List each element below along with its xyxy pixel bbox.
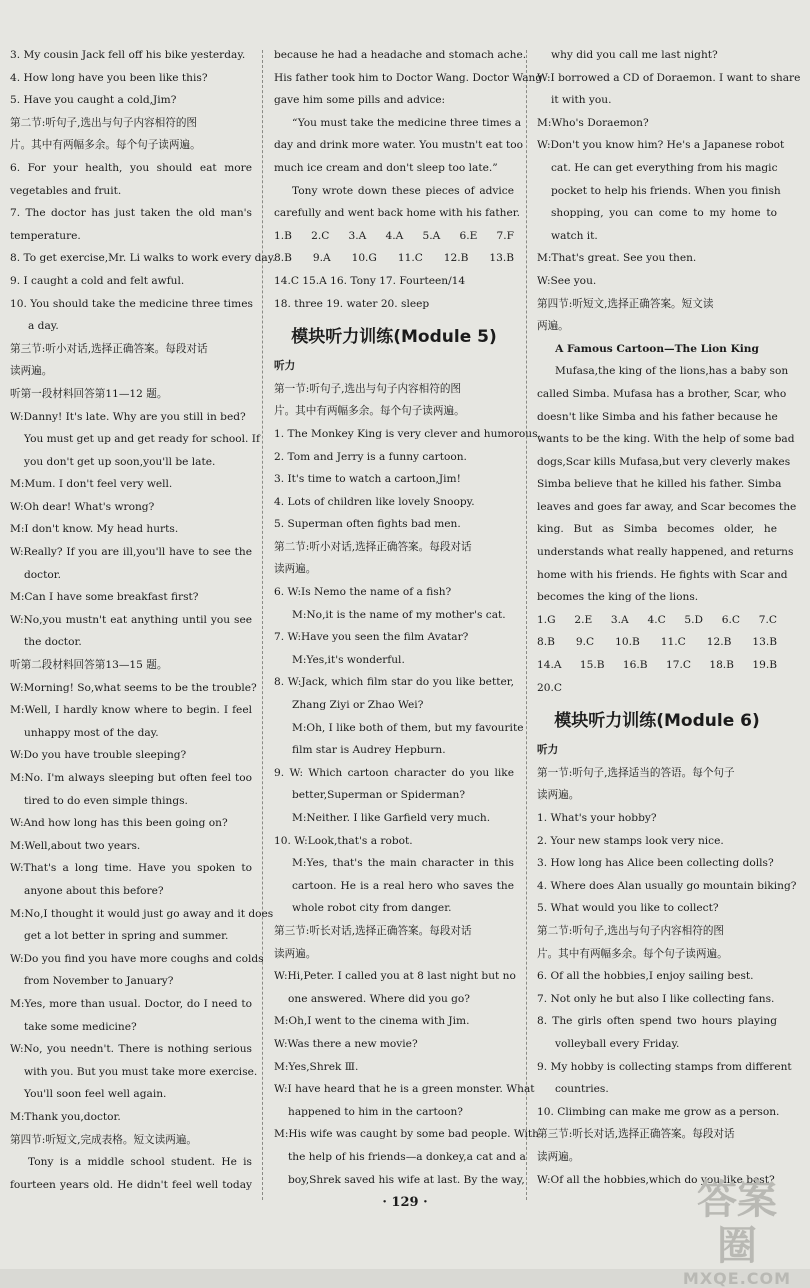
text-line: understands what really happened, and returns <box>537 546 794 559</box>
text-line: the help of his friends—a donkey,a cat and a <box>288 1150 526 1163</box>
text-line: 片。其中有两幅多余。每个句子读两遍。 <box>10 139 201 152</box>
text-line: whole robot city from danger. <box>292 902 452 915</box>
text-line: 2. Your new stamps look very nice. <box>537 834 724 847</box>
text-line: M:That's great. See you then. <box>537 252 697 265</box>
text-line: 14.A 15.B 16.B 17.C 18.B 19.B <box>537 659 777 672</box>
text-line: anyone about this before? <box>24 884 164 897</box>
text-line: take some medicine? <box>24 1020 137 1033</box>
text-line: 听力 <box>274 360 296 373</box>
text-line: watch it. <box>551 229 598 242</box>
text-line: M:Thank you,doctor. <box>10 1110 121 1123</box>
text-line: 读两遍。 <box>537 789 580 802</box>
text-line: W:I have heard that he is a green monster. What <box>274 1083 535 1096</box>
text-line: M:No,it is the name of my mother's cat. <box>292 608 506 621</box>
left-column <box>10 44 276 1196</box>
text-line: film star is Audrey Hepburn. <box>292 744 446 757</box>
text-line: M:Well, I hardly know where to begin. I feel <box>10 704 252 717</box>
text-line: vegetables and fruit. <box>10 184 122 197</box>
text-line: 片。其中有两幅多余。每个句子读两遍。 <box>274 405 465 418</box>
text-line: 8. To get exercise,Mr. Li walks to work every day. <box>10 252 276 265</box>
text-line: A Famous Cartoon—The Lion King <box>555 342 759 355</box>
text-line: 8.B 9.A 10.G 11.C 12.B 13.B <box>274 252 514 265</box>
text-line: 8.B 9.C 10.B 11.C 12.B 13.B <box>537 636 777 649</box>
text-line: 第二节:听句子,选出与句子内容相符的图 <box>537 924 725 937</box>
text-line: shopping, you can come to my home to <box>551 207 777 220</box>
middle-column <box>274 44 543 1191</box>
text-line: W:I borrowed a CD of Doraemon. I want to share <box>537 71 801 84</box>
text-line: a day. <box>28 320 59 333</box>
text-line: better,Superman or Spiderman? <box>292 789 466 802</box>
text-line: 6. For your health, you should eat more <box>10 161 252 174</box>
text-line: 4. How long have you been like this? <box>10 71 208 84</box>
text-line: 3. My cousin Jack fell off his bike yesterday. <box>10 49 246 61</box>
text-line: 读两遍。 <box>10 365 53 378</box>
text-line: 1. What's your hobby? <box>537 812 657 824</box>
text-line: W:No, you needn't. There is nothing serious <box>10 1043 252 1056</box>
text-line: M:No,I thought it would just go away and it does <box>10 907 274 920</box>
text-line: M:Yes, that's the main character in this <box>292 857 514 870</box>
text-line: 3. How long has Alice been collecting dolls? <box>537 857 774 870</box>
text-line: king. But as Simba becomes older, he <box>537 523 777 536</box>
text-line: W:See you. <box>537 274 597 287</box>
text-line: 4. Lots of children like lovely Snoopy. <box>274 495 475 508</box>
text-line: W:Hi,Peter. I called you at 8 last night but no <box>274 970 516 983</box>
text-line: get a lot better in spring and summer. <box>24 930 229 943</box>
text-line: 5. Superman often fights bad men. <box>274 518 461 531</box>
text-line: 第二节:听句子,选出与句子内容相符的图 <box>10 116 198 129</box>
text-line: Tony is a middle school student. He is <box>28 1156 252 1169</box>
text-line: doesn't like Simba and his father because he <box>537 410 778 423</box>
text-line: 8. The girls often spend two hours playing <box>537 1015 777 1028</box>
text-line: you don't get up soon,you'll be late. <box>24 455 216 468</box>
text-line: home with his friends. He fights with Scar and <box>537 568 788 581</box>
text-line: 1. The Monkey King is very clever and humorous. <box>274 427 541 440</box>
text-line: 读两遍。 <box>274 563 317 576</box>
text-line: 片。其中有两幅多余。每个句子读两遍。 <box>537 947 728 960</box>
text-line: carefully and went back home with his father. <box>274 207 520 220</box>
text-line: M:Who's Doraemon? <box>537 116 649 129</box>
text-line: day and drink more water. You mustn't eat too <box>274 139 524 152</box>
text-line: 第一节:听句子,选出与句子内容相符的图 <box>274 382 462 395</box>
text-line: 9. I caught a cold and felt awful. <box>10 274 185 287</box>
text-line: M:Well,about two years. <box>10 839 141 852</box>
text-line: 第三节:听长对话,选择正确答案。每段对话 <box>537 1128 735 1141</box>
text-line: M:I don't know. My head hurts. <box>10 523 179 536</box>
text-line: doctor. <box>24 568 61 581</box>
text-line: W:Don't you know him? He's a Japanese robot <box>537 139 785 152</box>
text-line: W:Of all the hobbies,which do you like best? <box>537 1173 775 1186</box>
text-line: temperature. <box>10 229 81 242</box>
text-line: 10. You should take the medicine three times <box>10 297 253 310</box>
text-line: 第三节:听小对话,选择正确答案。每段对话 <box>10 342 208 355</box>
text-line: 读两遍。 <box>537 1150 580 1163</box>
text-line: 第二节:听小对话,选择正确答案。每段对话 <box>274 540 472 553</box>
text-line: gave him some pills and advice: <box>274 94 446 107</box>
text-line: M:Yes,it's wonderful. <box>292 653 405 666</box>
text-line: M:Neither. I like Garfield very much. <box>292 812 491 824</box>
text-line: W:Oh dear! What's wrong? <box>10 500 155 513</box>
text-line: tired to do even simple things. <box>24 794 188 807</box>
text-line: unhappy most of the day. <box>24 726 159 739</box>
module-heading: 模块听力训练(Module 5) <box>291 327 497 348</box>
text-line: 18. three 19. water 20. sleep <box>274 297 430 310</box>
text-line: M:Mum. I don't feel very well. <box>10 478 173 491</box>
text-line: W:Danny! It's late. Why are you still in bed? <box>10 410 246 423</box>
text-line: Mufasa,the king of the lions,has a baby son <box>555 365 789 378</box>
text-line: 10. Climbing can make me grow as a person. <box>537 1105 780 1118</box>
text-line: Tony wrote down these pieces of advice <box>292 184 514 197</box>
text-line: with you. But you must take more exercise. <box>24 1065 258 1078</box>
text-line: 1.G 2.E 3.A 4.C 5.D 6.C 7.C <box>537 613 777 626</box>
text-line: 9. W: Which cartoon character do you like <box>274 766 514 779</box>
text-line: 4. Where does Alan usually go mountain biking? <box>537 879 797 892</box>
text-line: W:Do you find you have more coughs and colds <box>10 952 264 965</box>
text-line: it with you. <box>551 94 612 107</box>
text-line: happened to him in the cartoon? <box>288 1105 463 1118</box>
text-line: Simba believe that he killed his father. Simba <box>537 478 782 491</box>
text-line: W:Really? If you are ill,you'll have to see the <box>10 546 252 559</box>
text-line: 20.C <box>537 681 562 694</box>
text-line: W:No,you mustn't eat anything until you see <box>10 613 252 626</box>
text-line: 7. Not only he but also I like collecting fans. <box>537 992 775 1005</box>
text-line: called Simba. Mufasa has a brother, Scar, who <box>537 387 787 400</box>
text-line: much ice cream and don't sleep too late.” <box>274 161 498 174</box>
text-line: leaves and goes far away, and Scar becomes the <box>537 500 797 513</box>
text-line: M:Oh,I went to the cinema with Jim. <box>274 1015 470 1028</box>
text-line: countries. <box>555 1083 609 1096</box>
column-divider-2 <box>526 50 527 1200</box>
text-line: 6. W:Is Nemo the name of a fish? <box>274 586 452 599</box>
text-line: His father took him to Doctor Wang. Doctor Wang <box>274 71 543 84</box>
text-line: M:No. I'm always sleeping but often feel too <box>10 772 252 784</box>
text-line: 9. My hobby is collecting stamps from different <box>537 1060 792 1073</box>
text-line: W:That's a long time. Have you spoken to <box>10 862 252 875</box>
text-line: W:And how long has this been going on? <box>10 817 228 830</box>
page-number: · 129 · <box>382 1195 428 1210</box>
text-line: 听第二段材料回答第13—15 题。 <box>10 659 168 672</box>
text-line: because he had a headache and stomach ache. <box>274 49 527 61</box>
text-line: 第三节:听长对话,选择正确答案。每段对话 <box>274 924 472 937</box>
text-line: 8. W:Jack, which film star do you like better, <box>274 676 514 689</box>
text-line: 听第一段材料回答第11—12 题。 <box>10 387 168 400</box>
text-line: M:Yes,Shrek Ⅲ. <box>274 1060 359 1073</box>
text-line: fourteen years old. He didn't feel well today <box>10 1178 252 1191</box>
text-line: M:Yes, more than usual. Doctor, do I need to <box>10 997 252 1010</box>
text-line: cartoon. He is a real hero who saves the <box>292 879 514 892</box>
column-divider-1 <box>262 50 263 1200</box>
text-line: the doctor. <box>24 636 82 649</box>
text-line: from November to January? <box>24 975 174 988</box>
text-line: pocket to help his friends. When you finish <box>551 184 781 197</box>
text-line: 读两遍。 <box>274 947 317 960</box>
text-line: 10. W:Look,that's a robot. <box>274 834 413 847</box>
text-line: 6. Of all the hobbies,I enjoy sailing best. <box>537 970 754 983</box>
text-line: boy,Shrek saved his wife at last. By the way, <box>288 1173 525 1186</box>
text-line: 7. W:Have you seen the film Avatar? <box>274 631 469 644</box>
text-line: 14.C 15.A 16. Tony 17. Fourteen/14 <box>274 274 466 287</box>
text-line: 第一节:听句子,选择适当的答语。每个句子 <box>537 766 735 779</box>
text-line: why did you call me last night? <box>551 49 718 61</box>
text-line: dogs,Scar kills Mufasa,but very cleverly makes <box>537 455 791 468</box>
text-line: Zhang Ziyi or Zhao Wei? <box>292 699 424 712</box>
text-line: “You must take the medicine three times a <box>292 116 522 129</box>
text-line: You must get up and get ready for school. If <box>24 433 260 446</box>
text-line: cat. He can get everything from his magic <box>551 161 778 174</box>
text-line: 第四节:听短文,选择正确答案。短文读 <box>537 297 714 310</box>
module-heading: 模块听力训练(Module 6) <box>554 711 760 732</box>
text-line: one answered. Where did you go? <box>288 992 470 1005</box>
watermark-logo: 答案圈 MXQE.COM <box>682 1177 792 1288</box>
text-line: W:Morning! So,what seems to be the trouble? <box>10 681 257 694</box>
text-line: W:Do you have trouble sleeping? <box>10 749 187 762</box>
text-line: 5. Have you caught a cold,Jim? <box>10 94 177 107</box>
text-line: 7. The doctor has just taken the old man's <box>10 207 252 220</box>
text-line: W:Was there a new movie? <box>274 1037 418 1050</box>
text-line: 两遍。 <box>537 320 569 333</box>
text-line: 5. What would you like to collect? <box>537 902 719 915</box>
text-line: M:Oh, I like both of them, but my favourite <box>292 721 524 734</box>
text-line: M:Can I have some breakfast first? <box>10 591 199 604</box>
text-line: wants to be the king. With the help of some bad <box>537 433 795 446</box>
text-line: 第四节:听短文,完成表格。短文读两遍。 <box>10 1133 198 1146</box>
text-line: 听力 <box>537 744 559 757</box>
text-line: M:His wife was caught by some bad people. With <box>274 1128 539 1141</box>
text-line: 1.B 2.C 3.A 4.A 5.A 6.E 7.F <box>274 229 514 242</box>
text-line: 3. It's time to watch a cartoon,Jim! <box>274 473 461 486</box>
text-line: becomes the king of the lions. <box>537 591 699 604</box>
text-line: You'll soon feel well again. <box>24 1088 167 1101</box>
text-line: 2. Tom and Jerry is a funny cartoon. <box>274 450 467 463</box>
text-line: volleyball every Friday. <box>555 1037 680 1050</box>
right-column <box>537 44 801 1191</box>
